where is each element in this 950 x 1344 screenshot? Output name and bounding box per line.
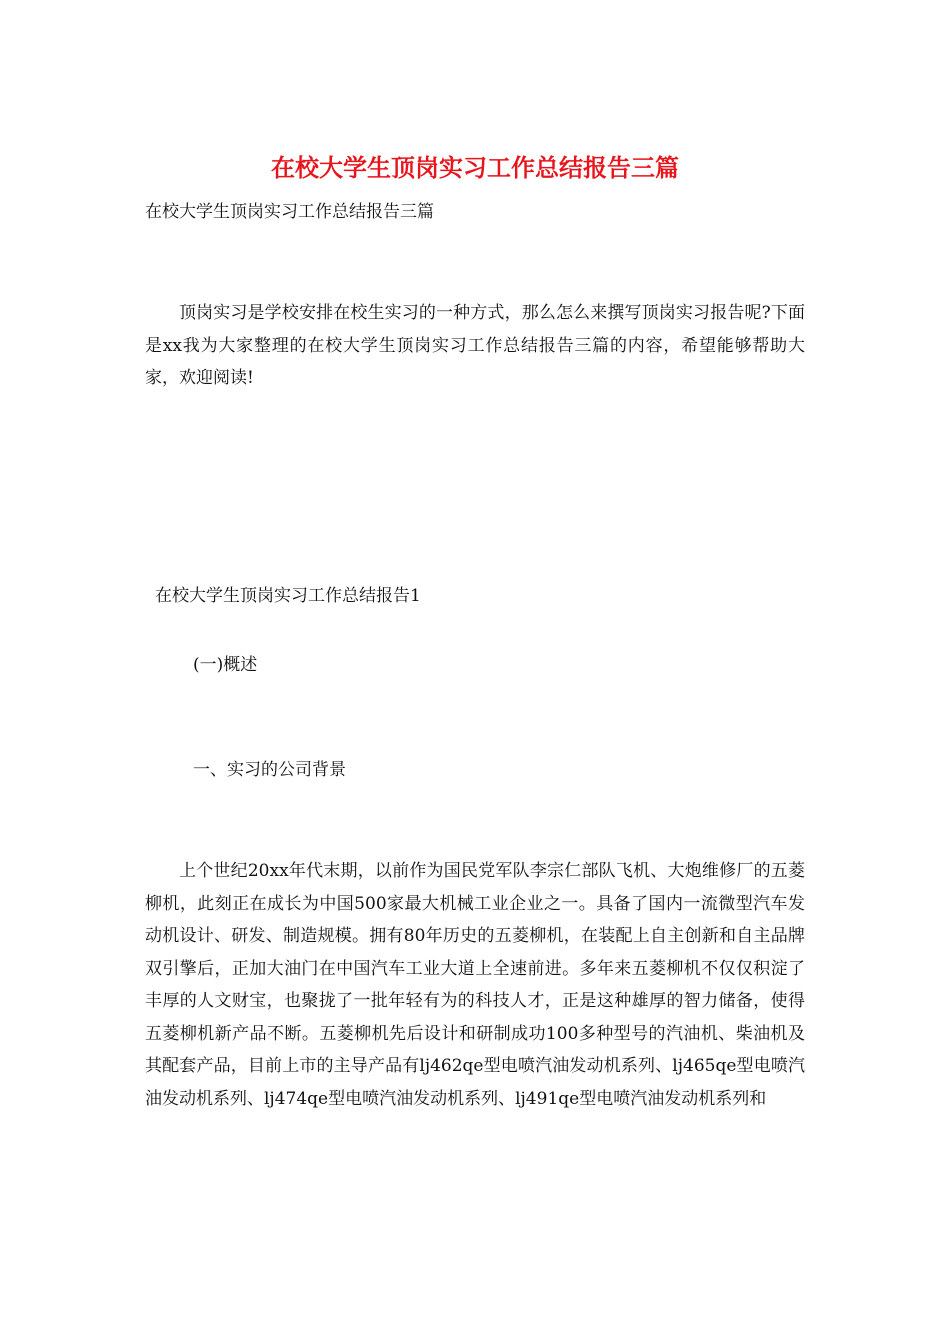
document-subtitle: 在校大学生顶岗实习工作总结报告三篇 [145,202,434,222]
company-background-heading: 一、实习的公司背景 [193,760,346,780]
section-heading: 在校大学生顶岗实习工作总结报告1 [155,586,421,606]
intro-paragraph: 顶岗实习是学校安排在校生实习的一种方式，那么怎么来撰写顶岗实习报告呢?下面是xx我为大家整理的在校大学生顶岗实习工作总结报告三篇的内容，希望能够帮助大家，欢迎阅读! [145,303,805,388]
document-title: 在校大学生顶岗实习工作总结报告三篇 [271,153,679,182]
overview-heading: (一)概述 [193,655,258,675]
body-paragraph: 上个世纪20xx年代末期，以前作为国民党军队李宗仁部队飞机、大炮维修厂的五菱柳机，此刻正在成长为中国500家最大机械工业企业之一。具备了国内一流微型汽车发动机设计、研发、制造规模。拥有80年历史的五菱柳机，在装配上自主创新和自主品牌双引擎后，正加大油门在中国汽车工业大道上全速前进。多年来五菱柳机不仅仅积淀了丰厚的人文财宝，也聚拢了一批年轻有为的科技人才，正是这种雄厚的智力储备，使得五菱柳机新产品不断。五菱柳机先后设计和研制成功100多种型号的汽油机、柴油机及其配套产品，目前上市的主导产品有lj462qe型电喷汽油发动机系列、lj465qe型电喷汽油发动机系列、lj474qe型电喷汽油发动机系列、lj491qe型电喷汽油发动机系列和 [145,861,805,1109]
